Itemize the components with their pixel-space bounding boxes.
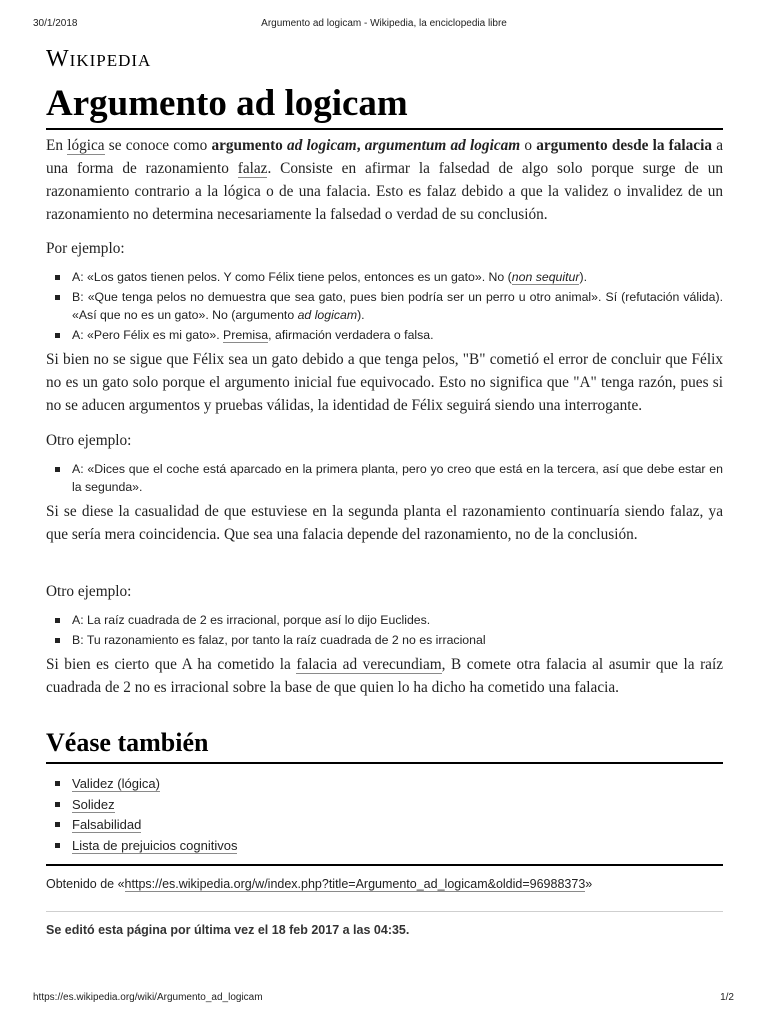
link-falsabilidad[interactable]: Falsabilidad <box>72 817 142 832</box>
link-logica[interactable]: lógica <box>67 137 105 154</box>
link-lista-prejuicios[interactable]: Lista de prejuicios cognitivos <box>72 837 238 853</box>
link-non-sequitur[interactable]: non sequitur <box>511 270 580 284</box>
link-validez[interactable]: Validez (lógica) <box>72 776 160 791</box>
last-edited: Se editó esta página por última vez el 18 feb 2017 a las 04:35. <box>46 911 723 937</box>
wikipedia-logo[interactable]: Wikipedia <box>46 46 152 72</box>
print-title: Argumento ad logicam - Wikipedia, la enciclopedia libre <box>261 18 507 29</box>
see-also-item <box>72 815 723 836</box>
list-item: A: «Los gatos tienen pelos. Y como Félix tiene pelos, entonces es un gato». No (non sequitur). <box>72 268 723 286</box>
article-content <box>46 44 723 937</box>
example1-list <box>46 268 723 344</box>
example3-label: Otro ejemplo: <box>46 583 132 600</box>
example2-explanation: Si se diese la casualidad de que estuviese en la segunda planta el razonamiento continuaría siendo falaz, ya que sería mera coincidencia. Que sea una falacia depende del razonamiento, no de la conclusión. <box>46 503 723 543</box>
list-item: B: Tu razonamiento es falaz, por tanto la raíz cuadrada de 2 no es irracional <box>72 631 723 649</box>
print-page-number: 1/2 <box>720 992 734 1003</box>
example3-list <box>46 611 723 649</box>
intro-paragraph: En lógica se conoce como argumento ad logicam, argumentum ad logicam o argumento desde la falacia a una forma de razonamiento falaz. Consiste en afirmar la falsedad de algo solo porque surge de un razonamiento contrario a la lógica o de una falacia. Esto es falaz debido a que la validez o invalidez de un razonamiento no determina necesariamente la falsedad o verdad de su conclusión. <box>46 137 724 223</box>
link-falacia-ad-verecundiam[interactable]: falacia ad verecundiam <box>296 656 442 673</box>
link-solidez[interactable]: Solidez <box>72 796 115 812</box>
example1-label: Por ejemplo: <box>46 240 125 257</box>
list-item: A: «Pero Félix es mi gato». Premisa, afirmación verdadera o falsa. <box>72 326 723 344</box>
see-also-item <box>72 795 723 816</box>
list-item: A: La raíz cuadrada de 2 es irracional, porque así lo dijo Euclides. <box>72 611 723 629</box>
example3-explanation: Si bien es cierto que A ha cometido la falacia ad verecundiam, B comete otra falacia al asumir que la raíz cuadrada de 2 no es irracional sobre la base de que quien lo ha dicho ha cometido una falacia. <box>46 656 723 696</box>
print-header <box>0 18 768 32</box>
see-also-list <box>46 774 723 856</box>
page-title: Argumento ad logicam <box>46 82 723 130</box>
print-date: 30/1/2018 <box>33 18 78 29</box>
see-also-heading: Véase también <box>46 727 723 764</box>
link-premisa[interactable]: Premisa <box>223 328 269 342</box>
list-item: B: «Que tenga pelos no demuestra que sea gato, pues bien podría ser un perro u otro animal». Sí (refutación válida). «Así que no es un gato». No (argumento ad logicam). <box>72 290 723 322</box>
print-url: https://es.wikipedia.org/wiki/Argumento_ad_logicam <box>33 992 263 1003</box>
see-also-item <box>72 836 723 857</box>
example2-list <box>46 460 723 496</box>
link-falaz[interactable]: falaz <box>237 160 268 177</box>
retrieved-from: Obtenido de «https://es.wikipedia.org/w/index.php?title=Argumento_ad_logicam&oldid=96988373» <box>46 864 723 893</box>
example2-label: Otro ejemplo: <box>46 432 132 449</box>
list-item: A: «Dices que el coche está aparcado en la primera planta, pero yo creo que está en la tercera, así que debe estar en la segunda». <box>72 462 723 494</box>
retrieved-link[interactable]: https://es.wikipedia.org/w/index.php?title=Argumento_ad_logicam&oldid=96988373 <box>124 877 586 891</box>
example1-explanation: Si bien no se sigue que Félix sea un gato debido a que tenga pelos, "B" cometió el error de concluir que Félix no es un gato solo porque el argumento inicial fue equivocado. Esto no significa que "A" tenga razón, pues si no se aducen argumentos y pruebas válidas, la identidad de Félix seguirá siendo una interrogante. <box>46 351 723 414</box>
see-also-item <box>72 774 723 795</box>
print-footer <box>0 992 768 1006</box>
